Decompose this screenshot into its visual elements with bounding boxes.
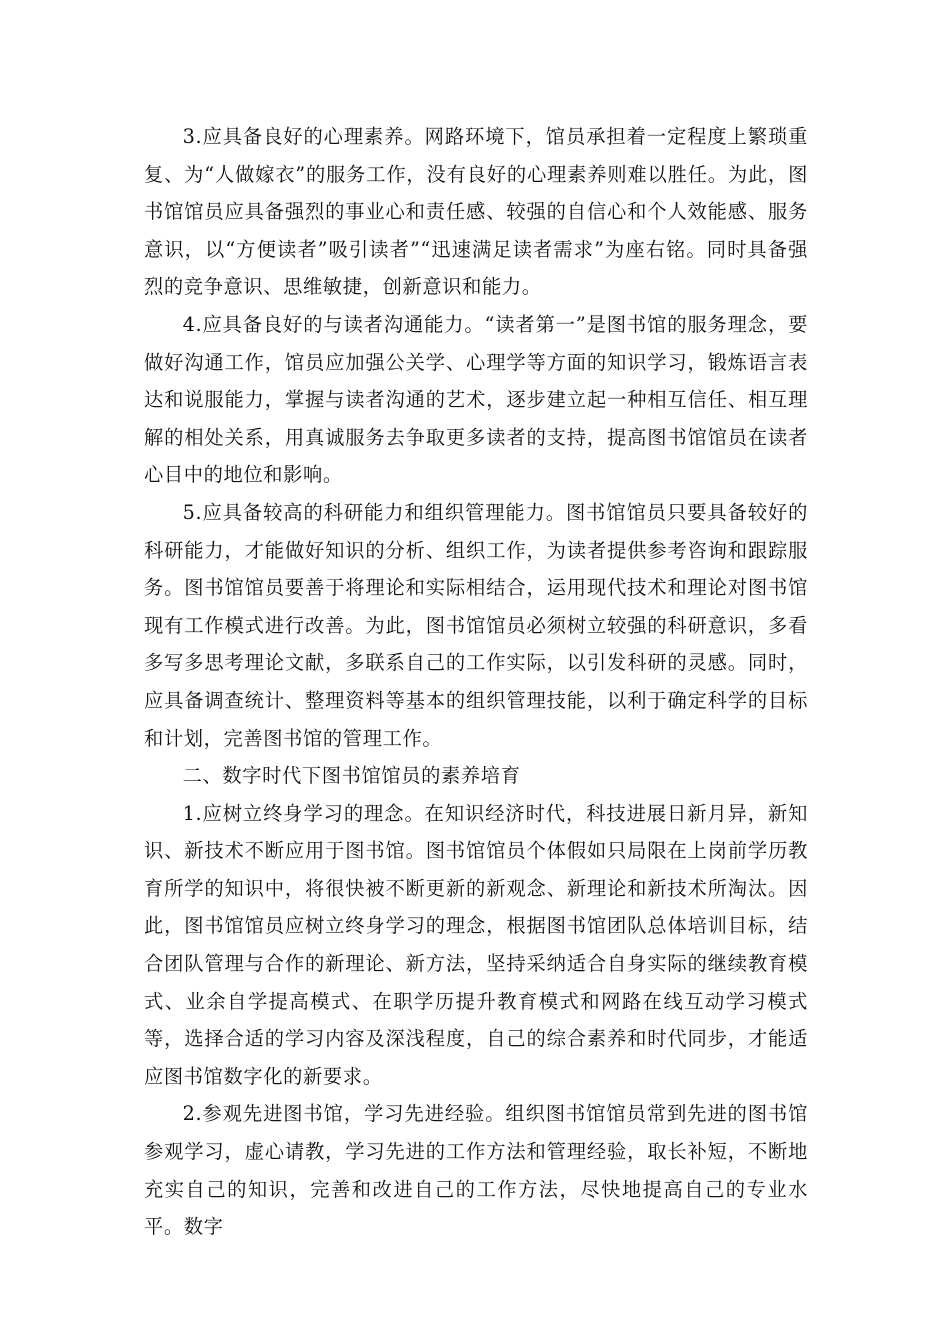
paragraph-lifelong-learning: 1.应树立终身学习的理念。在知识经济时代，科技进展日新月异，新知识、新技术不断应用于图书馆。图书馆馆员个体假如只局限在上岗前学历教育所学的知识中，将很快被不断更新的新观念、新理论和新技术所淘汰。因此，图书馆馆员应树立终身学习的理念，根据图书馆团队总体培训目标，结合团队管理与合作的新理论、新方法，坚持采纳适合自身实际的继续教育模式、业余自学提高模式、在职学历提升教育模式和网路在线互动学习模式等，选择合适的学习内容及深浅程度，自己的综合素养和时代同步，才能适应图书馆数字化的新要求。 [144,801,808,1088]
paragraph-research-ability: 5.应具备较高的科研能力和组织管理能力。图书馆馆员只要具备较好的科研能力，才能做好知识的分析、组织工作，为读者提供参考咨询和跟踪服务。图书馆馆员要善于将理论和实际相结合，运用现代技术和理论对图书馆现有工作模式进行改善。为此，图书馆馆员必须树立较强的科研意识，多看多写多思考理论文献，多联系自己的工作实际，以引发科研的灵感。同时，应具备调查统计、整理资料等基本的组织管理技能，以利于确定科学的目标和计划，完善图书馆的管理工作。 [144,500,808,750]
paragraph-psychological-quality: 3.应具备良好的心理素养。网路环境下，馆员承担着一定程度上繁琐重复、为“人做嫁衣”的服务工作，没有良好的心理素养则难以胜任。为此，图书馆馆员应具备强烈的事业心和责任感、较强的自信心和个人效能感、服务意识，以“方便读者”吸引读者”“迅速满足读者需求”为座右铭。同时具备强烈的竞争意识、思维敏捷，创新意识和能力。 [144,125,808,299]
section-heading-cultivation: 二、数字时代下图书馆馆员的素养培育 [182,764,521,788]
document-body [144,118,808,1246]
paragraph-visit-advanced-libraries: 2.参观先进图书馆，学习先进经验。组织图书馆馆员常到先进的图书馆参观学习，虚心请教，学习先进的工作方法和管理经验，取长补短，不断地充实自己的知识，完善和改进自己的工作方法，尽快地提高自己的专业水平。数字 [144,1102,808,1239]
paragraph-communication-ability: 4.应具备良好的与读者沟通能力。“读者第一”是图书馆的服务理念，要做好沟通工作，馆员应加强公关学、心理学等方面的知识学习，锻炼语言表达和说服能力，掌握与读者沟通的艺术，逐步建立起一种相互信任、相互理解的相处关系，用真诚服务去争取更多读者的支持，提高图书馆馆员在读者心目中的地位和影响。 [144,312,808,487]
